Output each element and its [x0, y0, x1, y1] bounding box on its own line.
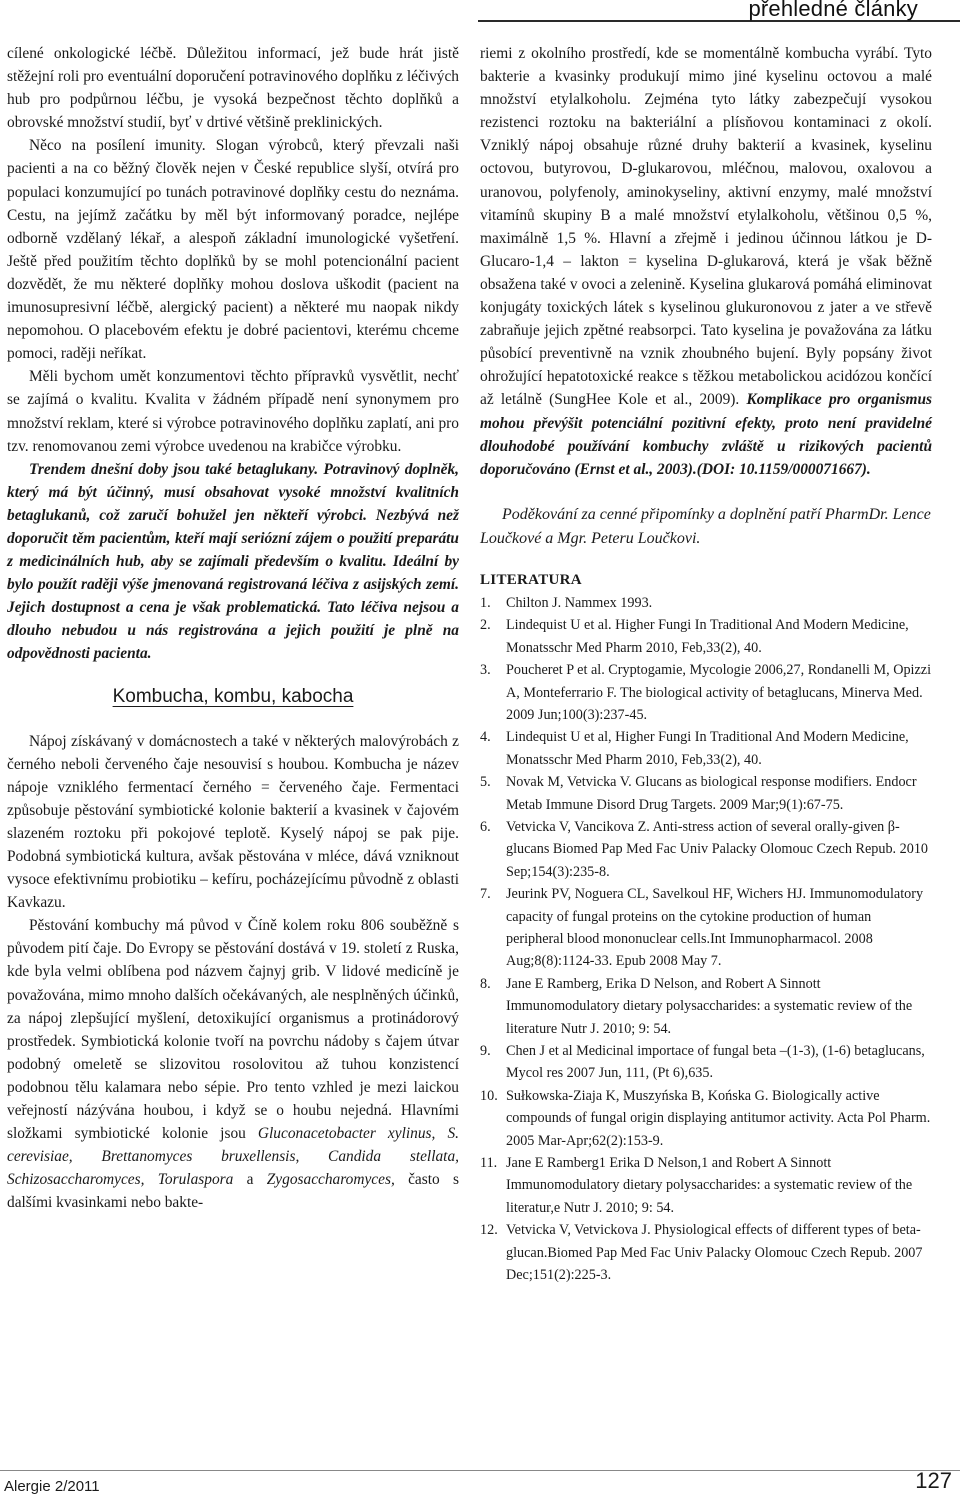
reference-item: 5. Novak M, Vetvicka V. Glucans as biological response modifiers. Endocr Metab Immune Disord Drug Targets. 2009 Mar;9(1):67-75.: [480, 774, 917, 813]
paragraph: Nápoj získávaný v domácnostech a také v některých malovýrobách z černého neboli červeného čaje nesouvisí s houbou. Kombucha je název nápoje vzniklého fermentací černého = červeného čaje. Fermentaci způsobuje pěstování symbiotické kolonie bakterií a kvasinek v čajovém slazeném roztoku při pokojové teplotě. Kyselý nápoj se pak pije. Podobná symbiotická kultura, avšak pěstována v mléce, dává vzniknout vysoce efektivnímu probiotiku – kefíru, pocházejícímu původně z oblasti Kavkazu.: [7, 732, 459, 912]
reference-item: 1. Chilton J. Nammex 1993.: [480, 594, 653, 611]
paragraph-emphasis: Trendem dnešní doby jsou také betaglukany. Potravinový doplněk, který má být účinný, musí obsahovat vysoké množství kvalitních betaglukanů, což zaručí bohužel jen někteří výrobci. Nezbývá než doporučit těm pacientům, kteří mají seriózní zájem o použití preparátu z medicinálních hub, aby se zajímali především o kvalitu. Ideální by bylo použít raději výše jmenovaná registrovaná léčiva z asijských zemí. Jejich dostupnost a cena je však problematická. Tato léčiva nejsou a dlouho nebudou u nás registrována a jejich použití je plně na odpovědnosti pacienta.: [7, 460, 459, 663]
reference-item: 12. Vetvicka V, Vetvickova J. Physiological effects of different types of beta-glucan.Biomed Pap Med Fac Univ Palacky Olomouc Czech Repub. 2007 Dec;151(2):225-3.: [480, 1222, 923, 1284]
section-tag: přehledné články: [748, 0, 918, 21]
literature-heading: LITERATURA: [480, 571, 582, 588]
reference-item: 4. Lindequist U et al, Higher Fungi In Traditional And Modern Medicine, Monatsschr Med Pharm 2010, Feb,33(2), 40.: [480, 729, 909, 768]
paragraph: Měli bychom umět konzumentovi těchto přípravků vysvětlit, nechť se zajímá o kvalitu. Kvalita v žádném případě není synonymem pro množství reklam, které si výrobce potravinového doplňku zaplatí, ani pro tzv. renomovanou zemi výrobce uvedenou na krabičce výrobku.: [7, 368, 459, 455]
left-column: [7, 42, 459, 1215]
right-column: [480, 42, 932, 1286]
page-number: 127: [915, 1468, 952, 1493]
acknowledgement: Poděkování za cenné připomínky a doplnění patří PharmDr. Lence Loučkové a Mgr. Peteru Loučkovi.: [480, 505, 931, 547]
paragraph: Něco na posílení imunity. Slogan výrobců, který převzali naši pacienti a na co běžný člověk nejen v České republice slyší, otvírá pro populaci konzumující po tunách potravinové doplňky cestu do neznáma. Cestu, na jejímž začátku by měl být informovaný poradce, nejlépe odborně vzdělaný lékař, a alespoň základní imunologické vyšetření. Ještě před použitím těchto doplňků by se mohl potencionální pacient dozvědět, že mu některé doplňky mohou doslova uškodit (pacient na imunosupresivní léčbě, alergický pacient) a některé mu naopak nikdy nepomohou. O placebovém efektu je dobré pacientovi, kterému chceme pomoci, raději neříkat.: [7, 137, 459, 363]
journal-name: Alergie 2/2011: [4, 1478, 100, 1495]
reference-item: 10. Sułkowska-Ziaja K, Muszyńska B, Końska G. Biologically active compounds of fungal origin displaying antitumor activity. Acta Pol Pharm. 2005 Mar-Apr;62(2):153-9.: [480, 1087, 931, 1149]
paragraph: Pěstování kombuchy má původ v Číně kolem roku 806 souběžně s původem pití čaje. Do Evropy se pěstování dostává v 19. století z Ruska, kde byla velmi oblíbena pod názvem čajnyj grib. V lidové medicíně je považována, mimo mnoho dalších očekávaných, ale nesplněných účinků, za nápoj zlepšující myšlení, detoxikující organismus a protinádorový prostředek. Symbiotická kolonie tvoří na povrchu nádoby s čajem útvar podobný omeletě se slizovitou rosolovitou až tuhou konzistencí podobnou tělu kalamara nebo sépie. Pro tento vzhled je mezi laickou veřejností názývána houbou, i když se o houbu nejedná. Hlavními složkami symbiotické kolonie jsou Gluconacetobacter xylinus, S. cerevisiae, Brettanomyces bruxellensis, Candida stellata, Schizosaccharomyces, Torulaspora a Zygosaccharomyces, často s dalšími kvasinkami nebo bakte-: [7, 917, 459, 1212]
footer-rule: [0, 1470, 960, 1471]
reference-item: 7. Jeurink PV, Noguera CL, Savelkoul HF, Wichers HJ. Immunomodulatory capacity of fungal proteins on the cytokine production of human peripheral blood mononuclear cells.Int Immunopharmacol. 2008 Aug;8(8):1124-33. Epub 2008 May 7.: [480, 886, 924, 970]
section-heading: Kombucha, kombu, kabocha: [112, 685, 354, 707]
reference-item: 3. Poucheret P et al. Cryptogamie, Mycologie 2006,27, Rondanelli M, Opizzi A, Monteferrario F. The biological activity of betaglucans, Minerva Med. 2009 Jun;100(3):237-45.: [480, 662, 932, 723]
reference-item: 8. Jane E Ramberg, Erika D Nelson, and Robert A Sinnott Immunomodulatory dietary polysaccharides: a systematic review of the literature Nutr J. 2010; 9: 54.: [480, 975, 913, 1037]
reference-item: 6. Vetvicka V, Vancikova Z. Anti-stress action of several orally-given β-glucans Biomed Pap Med Fac Univ Palacky Olomouc Czech Repub. 2010 Sep;154(3):235-8.: [480, 818, 929, 880]
reference-item: 2. Lindequist U et al. Higher Fungi In Traditional And Modern Medicine, Monatsschr Med Pharm 2010, Feb,33(2), 40.: [480, 617, 909, 656]
reference-item: 11. Jane E Ramberg1 Erika D Nelson,1 and Robert A Sinnott Immunomodulatory dietary polysaccharides: a systematic review of the literatur,e Nutr J. 2010; 9: 54.: [480, 1155, 913, 1216]
reference-item: 9. Chen J et al Medicinal importace of fungal beta –(1-3), (1-6) betaglucans, Mycol res 2007 Jun, 111, (Pt 6),635.: [480, 1043, 925, 1082]
paragraph: cílené onkologické léčbě. Důležitou informací, jež bude hrát jistě stěžejní roli pro eventuální doporučení potravinového doplňku z léčivých hub pro podpůrnou léčbu, je vysoká bezpečnost těchto doplňků a obrovské množství studií, byť v drtivé většině preklinických.: [7, 45, 459, 132]
reference-list: [480, 592, 932, 1287]
paragraph: riemi z okolního prostředí, kde se momentálně kombucha vyrábí. Tyto bakterie a kvasinky produkují mimo jiné kyselinu octovou a malé množství etylalkoholu. Zejména tyto látky zabezpečují vysokou rezistenci roztoku na bakteriální a plísňovou kontaminaci z okolí. Vzniklý nápoj obsahuje různé druhy bakterií a kvasinek, kyselinu octovou, butyrovou, D-glukarovou, mléčnou, malovou, oxalovou a uranovou, polyfenoly, aminokyseliny, aktivní enzymy, malé množství vitamínů skupiny B a malé množství etylalkoholu, většinou 0,5 %, maximálně 1,5 %. Hlavní a zřejmě i jedinou účinnou látkou je D-Glucaro-1,4 – lakton = kyselina D-glukarová, která je však běžně obsažena také v ovoci a zelenině. Kyselina glukarová pomáhá eliminovat konjugáty toxických látek s kyselinou glukuronovou z jater a ve střevě zabraňuje jejich zpětné reabsorpci. Tato kyselina je považována za látku působící preventivně na vznik zhoubného bujení. Byly popsány život ohrožující hepatotoxické reakce s těžkou metabolickou acidózou končící až letálně (SungHee Kole et al., 2009). Komplikace pro organismus mohou převýšit potenciální pozitivní efekty, proto není pravidelné dlouhodobé používání kombuchy zvláště u rizikových pacientů doporučováno (Ernst et al., 2003).(DOI: 10.1159/000071667).: [480, 45, 932, 478]
